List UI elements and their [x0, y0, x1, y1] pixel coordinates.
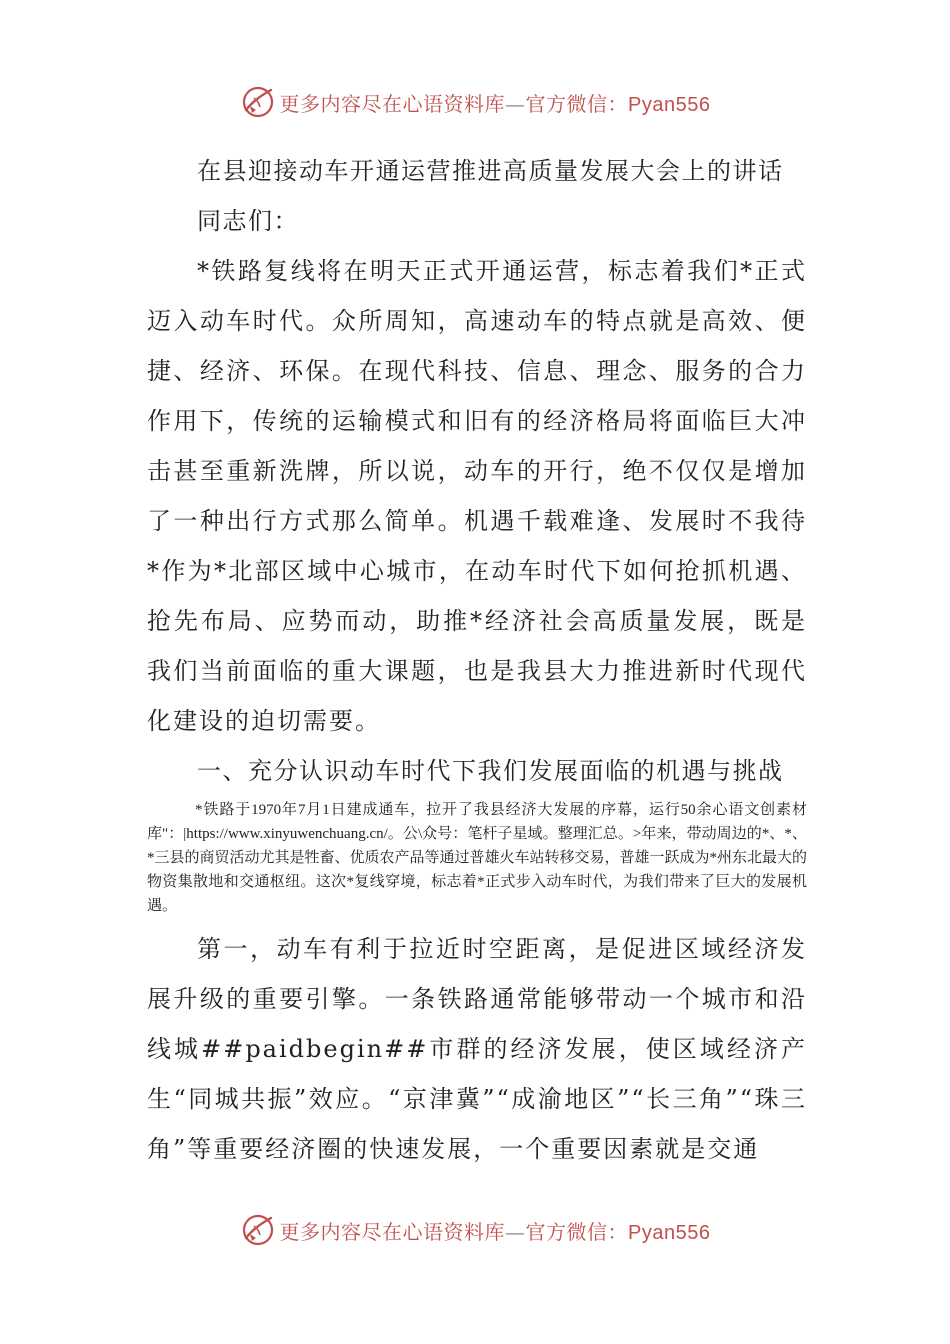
pen-circle-logo-icon — [240, 1212, 276, 1248]
header-banner — [0, 80, 950, 124]
salutation: 同志们： — [197, 207, 299, 235]
pen-circle-logo-icon — [240, 84, 276, 120]
banner-wechat-label: 官方微信： — [525, 1219, 629, 1244]
banner-wechat-id: Pyan556 — [628, 93, 711, 116]
banner-text — [280, 1216, 711, 1245]
footer-banner — [0, 1208, 950, 1252]
paragraph-small-print: *铁路于1970年7月1日建成通车，拉开了我县经济大发展的序幕，运行50余心语文创素材库"：|https://www.xinyuwenchuang.cn/。公\众号：笔杆子星域。整理汇总。>年来，带动周边的*、*、*三县的商贸活动尤其是牲畜、优质农产品等通过普雄火车站转移交易，普雄一跃成为*州东北最大的物资集散地和交通枢纽。这次*复线穿境，标志着*正式步入动车时代，为我们带来了巨大的发展机遇。 — [147, 802, 808, 914]
document-body — [147, 146, 807, 1174]
paragraph-intro: *铁路复线将在明天正式开通运营，标志着我们*正式迈入动车时代。众所周知，高速动车的特点就是高效、便捷、经济、环保。在现代科技、信息、理念、服务的合力作用下，传统的运输模式和旧有的经济格局将面临巨大冲击甚至重新洗牌，所以说，动车的开行，绝不仅仅是增加了一种出行方式那么简单。机遇千载难逢、发展时不我待*作为*北部区域中心城市，在动车时代下如何抢抓机遇、抢先布局、应势而动，助推*经济社会高质量发展，既是我们当前面临的重大课题，也是我县大力推进新时代现代化建设的迫切需要。 — [147, 257, 807, 735]
document-title: 在县迎接动车开通运营推进高质量发展大会上的讲话 — [197, 157, 784, 185]
banner-separator: — — [505, 1219, 526, 1244]
banner-text — [280, 88, 711, 117]
section-heading-1: 一、充分认识动车时代下我们发展面临的机遇与挑战 — [197, 757, 784, 785]
banner-main-text: 更多内容尽在心语资料库 — [279, 91, 506, 116]
banner-wechat-label: 官方微信： — [525, 91, 629, 116]
banner-separator: — — [505, 91, 526, 116]
paragraph-first-point: 第一，动车有利于拉近时空距离，是促进区域经济发展升级的重要引擎。一条铁路通常能够带动一个城市和沿线城##paidbegin##市群的经济发展，使区域经济产生“同城共振”效应。“京津冀”“成渝地区”“长三角”“珠三角”等重要经济圈的快速发展，一个重要因素就是交通 — [147, 935, 807, 1163]
banner-main-text: 更多内容尽在心语资料库 — [279, 1219, 506, 1244]
banner-wechat-id: Pyan556 — [628, 1221, 711, 1244]
